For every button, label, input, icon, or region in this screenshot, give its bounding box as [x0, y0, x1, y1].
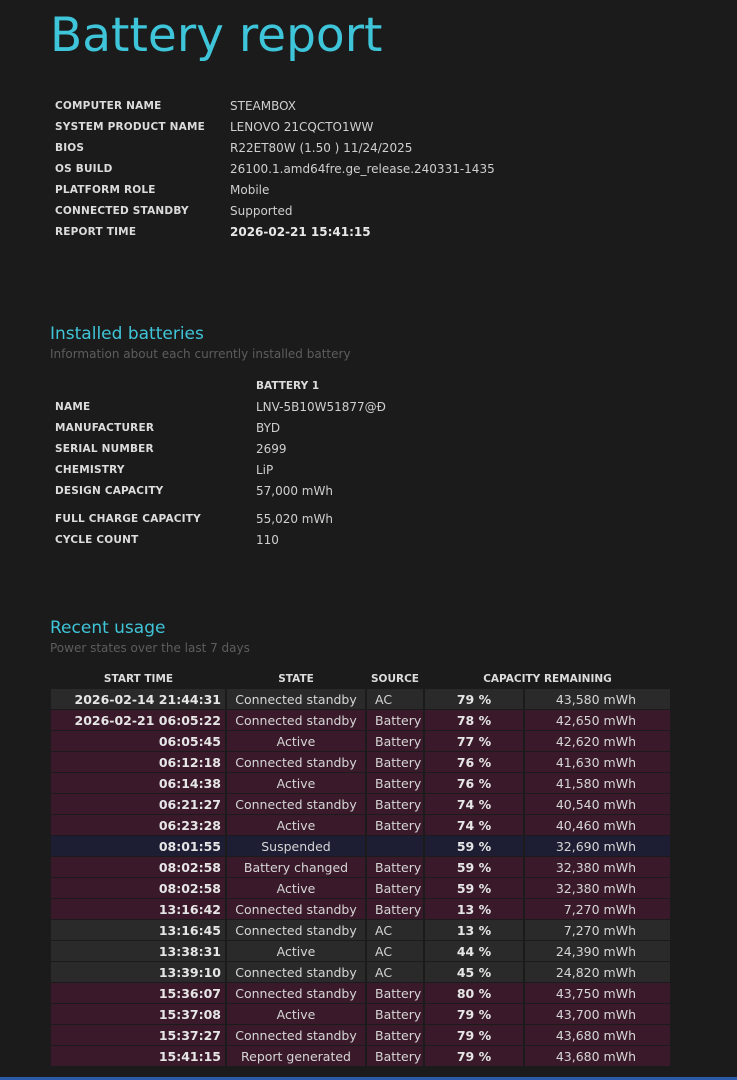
usage-source: Battery: [366, 1046, 424, 1067]
battery-info-key: MANUFACTURER: [55, 421, 155, 434]
battery-info-value: 110: [256, 532, 279, 547]
usage-start-time: 08:01:55: [51, 836, 226, 857]
battery-info-row: [55, 417, 386, 438]
usage-start-time: 06:23:28: [51, 815, 226, 836]
battery-info-value: LiP: [256, 462, 274, 477]
usage-source: Battery: [366, 878, 424, 899]
usage-capacity-mwh: 24,820 mWh: [524, 962, 671, 983]
usage-source: AC: [366, 962, 424, 983]
usage-capacity-percent: 79 %: [424, 1004, 524, 1025]
usage-capacity-mwh: 43,680 mWh: [524, 1046, 671, 1067]
usage-start-time: 06:12:18: [51, 752, 226, 773]
usage-capacity-mwh: 41,630 mWh: [524, 752, 671, 773]
usage-capacity-percent: 59 %: [424, 836, 524, 857]
battery-info-value: 55,020 mWh: [256, 511, 333, 526]
system-info-key: COMPUTER NAME: [55, 99, 162, 112]
usage-state: Report generated: [226, 1046, 366, 1067]
usage-state: Connected standby: [226, 1025, 366, 1046]
usage-row: [51, 941, 671, 962]
battery-info-row: [55, 459, 386, 480]
usage-start-time: 13:38:31: [51, 941, 226, 962]
battery-header-row: [55, 375, 386, 396]
usage-source: Battery: [366, 731, 424, 752]
usage-capacity-mwh: 42,620 mWh: [524, 731, 671, 752]
usage-capacity-mwh: 43,680 mWh: [524, 1025, 671, 1046]
usage-state: Connected standby: [226, 899, 366, 920]
system-info-value: STEAMBOX: [230, 98, 297, 113]
usage-start-time: 15:37:08: [51, 1004, 226, 1025]
usage-state: Connected standby: [226, 794, 366, 815]
system-info-value: Supported: [230, 203, 293, 218]
usage-source: Battery: [366, 857, 424, 878]
usage-row: [51, 731, 671, 752]
battery-info-row: [55, 438, 386, 459]
usage-start-time: 08:02:58: [51, 857, 226, 878]
system-info-key: OS BUILD: [55, 162, 113, 175]
usage-capacity-percent: 74 %: [424, 794, 524, 815]
usage-capacity-percent: 76 %: [424, 773, 524, 794]
usage-capacity-mwh: 40,540 mWh: [524, 794, 671, 815]
system-info-key: CONNECTED STANDBY: [55, 204, 189, 217]
source-header: SOURCE: [371, 673, 419, 685]
usage-capacity-percent: 59 %: [424, 857, 524, 878]
battery-header-spacer: [55, 375, 256, 396]
usage-capacity-percent: 13 %: [424, 920, 524, 941]
usage-start-time: 08:02:58: [51, 878, 226, 899]
usage-capacity-mwh: 32,380 mWh: [524, 857, 671, 878]
usage-start-time: 06:14:38: [51, 773, 226, 794]
recent-usage-heading: Recent usage: [50, 618, 166, 638]
row-spacer: [55, 501, 386, 508]
usage-capacity-mwh: 43,750 mWh: [524, 983, 671, 1004]
usage-capacity-mwh: 40,460 mWh: [524, 815, 671, 836]
usage-capacity-mwh: 41,580 mWh: [524, 773, 671, 794]
usage-row: [51, 1025, 671, 1046]
usage-state: Active: [226, 878, 366, 899]
system-info-value: LENOVO 21CQCTO1WW: [230, 119, 374, 134]
usage-capacity-percent: 78 %: [424, 710, 524, 731]
usage-row: [51, 752, 671, 773]
usage-capacity-percent: 45 %: [424, 962, 524, 983]
system-info-value: 26100.1.amd64fre.ge_release.240331-1435: [230, 161, 495, 176]
battery-info-row: [55, 396, 386, 417]
battery-info-value: 57,000 mWh: [256, 483, 333, 498]
usage-state: Active: [226, 731, 366, 752]
battery-info-row: [55, 480, 386, 501]
battery-1-header: BATTERY 1: [256, 379, 320, 392]
usage-capacity-mwh: 43,580 mWh: [524, 689, 671, 710]
usage-row: [51, 920, 671, 941]
usage-start-time: 15:41:15: [51, 1046, 226, 1067]
system-info-key: BIOS: [55, 141, 85, 154]
battery-info-key: SERIAL NUMBER: [55, 442, 154, 455]
system-info-value: R22ET80W (1.50 ) 11/24/2025: [230, 140, 413, 155]
usage-row: [51, 689, 671, 710]
usage-row: [51, 773, 671, 794]
usage-source: Battery: [366, 815, 424, 836]
usage-capacity-percent: 79 %: [424, 689, 524, 710]
usage-start-time: 15:37:27: [51, 1025, 226, 1046]
system-info-row: [55, 158, 495, 179]
usage-source: Battery: [366, 710, 424, 731]
usage-start-time: 2026-02-21 06:05:22: [51, 710, 226, 731]
system-info-row: [55, 200, 495, 221]
usage-start-time: 13:39:10: [51, 962, 226, 983]
usage-row: [51, 899, 671, 920]
usage-source: Battery: [366, 794, 424, 815]
installed-batteries-subtitle: Information about each currently installed battery: [50, 347, 351, 361]
recent-usage-table: [51, 669, 672, 1067]
system-info-row: [55, 95, 495, 116]
system-info-row: [55, 116, 495, 137]
system-info-row: [55, 179, 495, 200]
usage-capacity-percent: 80 %: [424, 983, 524, 1004]
start-time-header: START TIME: [103, 673, 174, 685]
usage-capacity-percent: 76 %: [424, 752, 524, 773]
usage-state: Active: [226, 941, 366, 962]
usage-state: Connected standby: [226, 920, 366, 941]
system-info-value: Mobile: [230, 182, 270, 197]
battery-info-row: [55, 529, 386, 550]
battery-info-value: LNV-5B10W51877@Ð: [256, 399, 386, 414]
usage-capacity-mwh: 32,380 mWh: [524, 878, 671, 899]
system-info-key: PLATFORM ROLE: [55, 183, 156, 196]
usage-state: Connected standby: [226, 752, 366, 773]
usage-start-time: 2026-02-14 21:44:31: [51, 689, 226, 710]
usage-source: AC: [366, 941, 424, 962]
usage-capacity-mwh: 24,390 mWh: [524, 941, 671, 962]
usage-capacity-mwh: 7,270 mWh: [524, 899, 671, 920]
system-info-key: REPORT TIME: [55, 225, 137, 238]
battery-info-key: DESIGN CAPACITY: [55, 484, 164, 497]
usage-capacity-mwh: 7,270 mWh: [524, 920, 671, 941]
usage-state: Battery changed: [226, 857, 366, 878]
usage-capacity-percent: 59 %: [424, 878, 524, 899]
usage-start-time: 13:16:45: [51, 920, 226, 941]
state-header: STATE: [278, 673, 314, 685]
usage-capacity-percent: 79 %: [424, 1025, 524, 1046]
usage-row: [51, 710, 671, 731]
battery-info-value: BYD: [256, 420, 281, 435]
battery-info-key: NAME: [55, 400, 91, 413]
usage-source: [366, 836, 424, 857]
usage-capacity-percent: 77 %: [424, 731, 524, 752]
system-info-value: 2026-02-21 15:41:15: [230, 224, 371, 239]
usage-source: Battery: [366, 1004, 424, 1025]
installed-batteries-heading: Installed batteries: [50, 324, 204, 344]
installed-batteries-table: [55, 375, 386, 550]
battery-info-key: CHEMISTRY: [55, 463, 125, 476]
system-info-table: [55, 95, 495, 242]
usage-state: Connected standby: [226, 689, 366, 710]
usage-row: [51, 815, 671, 836]
battery-info-value: 2699: [256, 441, 287, 456]
usage-row: [51, 836, 671, 857]
battery-info-key: FULL CHARGE CAPACITY: [55, 512, 201, 525]
battery-info-key: CYCLE COUNT: [55, 533, 139, 546]
usage-source: Battery: [366, 752, 424, 773]
usage-capacity-percent: 13 %: [424, 899, 524, 920]
usage-capacity-mwh: 43,700 mWh: [524, 1004, 671, 1025]
usage-capacity-mwh: 42,650 mWh: [524, 710, 671, 731]
usage-row: [51, 962, 671, 983]
page-title: Battery report: [50, 8, 383, 63]
usage-capacity-percent: 74 %: [424, 815, 524, 836]
usage-state: Active: [226, 815, 366, 836]
usage-row: [51, 794, 671, 815]
system-info-row: [55, 221, 495, 242]
usage-capacity-mwh: 32,690 mWh: [524, 836, 671, 857]
usage-row: [51, 1046, 671, 1067]
usage-state: Active: [226, 1004, 366, 1025]
usage-row: [51, 857, 671, 878]
usage-source: Battery: [366, 899, 424, 920]
usage-source: Battery: [366, 1025, 424, 1046]
row-spacer-cell: [55, 501, 386, 508]
usage-row: [51, 983, 671, 1004]
usage-capacity-percent: 44 %: [424, 941, 524, 962]
capacity-header: CAPACITY REMAINING: [483, 673, 612, 685]
system-info-key: SYSTEM PRODUCT NAME: [55, 120, 205, 133]
usage-start-time: 06:05:45: [51, 731, 226, 752]
usage-state: Connected standby: [226, 962, 366, 983]
usage-header-row: [51, 669, 671, 689]
usage-state: Suspended: [226, 836, 366, 857]
system-info-row: [55, 137, 495, 158]
usage-source: Battery: [366, 773, 424, 794]
usage-state: Active: [226, 773, 366, 794]
usage-row: [51, 1004, 671, 1025]
usage-state: Connected standby: [226, 983, 366, 1004]
usage-state: Connected standby: [226, 710, 366, 731]
usage-capacity-percent: 79 %: [424, 1046, 524, 1067]
usage-source: AC: [366, 689, 424, 710]
recent-usage-subtitle: Power states over the last 7 days: [50, 641, 250, 655]
usage-start-time: 13:16:42: [51, 899, 226, 920]
usage-start-time: 06:21:27: [51, 794, 226, 815]
usage-row: [51, 878, 671, 899]
battery-info-row: [55, 508, 386, 529]
usage-source: Battery: [366, 983, 424, 1004]
usage-source: AC: [366, 920, 424, 941]
usage-start-time: 15:36:07: [51, 983, 226, 1004]
